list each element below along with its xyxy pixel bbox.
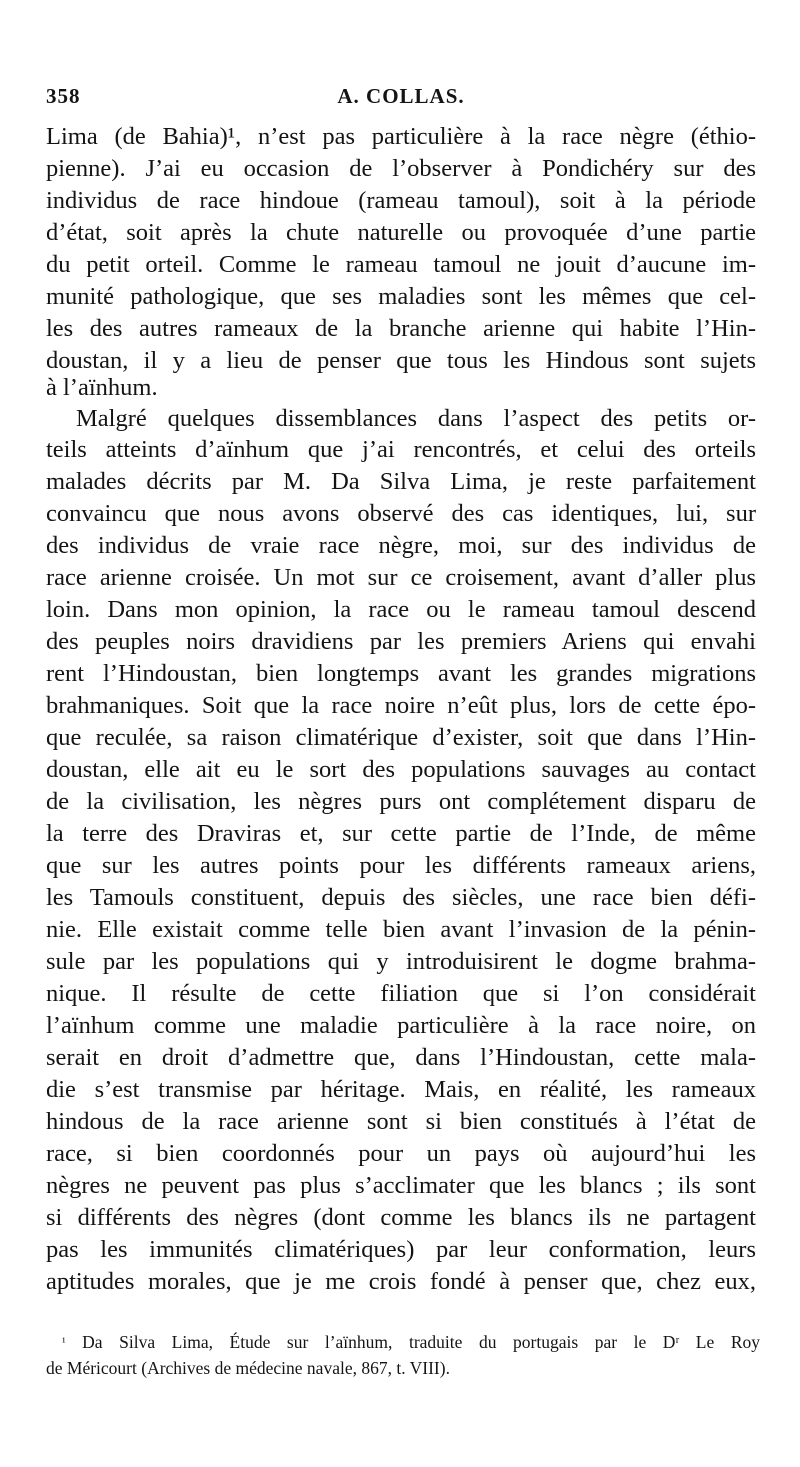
body-line: du petit orteil. Comme le rameau tamoul ne jouit d’aucune im- [46, 251, 756, 278]
body-line: pienne). J’ai eu occasion de l’observer à Pondichéry sur des [46, 155, 756, 182]
footnote-line: de Méricourt (Archives de médecine navale, 867, t. VIII). [46, 1358, 450, 1378]
body-line: à l’aïnhum. [46, 374, 158, 401]
page-number: 358 [46, 84, 81, 108]
body-line: convaincu que nous avons observé des cas identiques, lui, sur [46, 500, 756, 527]
body-line: l’aïnhum comme une maladie particulière à la race noire, on [46, 1012, 756, 1039]
footnote-line [62, 1329, 760, 1355]
body-line: nique. Il résulte de cette filiation que si l’on considérait [46, 980, 756, 1007]
body-line: hindous de la race arienne sont si bien constitués à l’état de [46, 1108, 756, 1135]
body-line: nie. Elle existait comme telle bien avant l’invasion de la pénin- [46, 916, 756, 943]
body-line: Lima (de Bahia)¹, n’est pas particulière à la race nègre (éthio- [46, 123, 756, 150]
body-line: de la civilisation, les nègres purs ont complétement disparu de [46, 788, 756, 815]
body-line: nègres ne peuvent pas plus s’acclimater que les blancs ; ils sont [46, 1172, 756, 1199]
body-line: race arienne croisée. Un mot sur ce croisement, avant d’aller plus [46, 564, 756, 591]
body-line: si différents des nègres (dont comme les blancs ils ne partagent [46, 1204, 756, 1231]
footnote-marker: ¹ [62, 1335, 66, 1349]
paragraph-start-line: Malgré quelques dissemblances dans l’aspect des petits or- [76, 405, 756, 432]
body-line: brahmaniques. Soit que la race noire n’eût plus, lors de cette épo- [46, 692, 756, 719]
body-line: sule par les populations qui y introduisirent le dogme brahma- [46, 948, 756, 975]
body-line: d’état, soit après la chute naturelle ou provoquée d’une partie [46, 219, 756, 246]
body-line: les des autres rameaux de la branche arienne qui habite l’Hin- [46, 315, 756, 342]
body-line: des individus de vraie race nègre, moi, sur des individus de [46, 532, 756, 559]
body-line: malades décrits par M. Da Silva Lima, je reste parfaitement [46, 468, 756, 495]
body-line: les Tamouls constituent, depuis des siècles, une race bien défi- [46, 884, 756, 911]
body-line: que reculée, sa raison climatérique d’exister, soit que dans l’Hin- [46, 724, 756, 751]
body-line: pas les immunités climatériques) par leur conformation, leurs [46, 1236, 756, 1263]
footnote-text: Da Silva Lima, Étude sur l’aïnhum, traduite du portugais par le Dʳ Le Roy [82, 1332, 760, 1352]
body-line: individus de race hindoue (rameau tamoul), soit à la période [46, 187, 756, 214]
body-line: serait en droit d’admettre que, dans l’Hindoustan, cette mala- [46, 1044, 756, 1071]
body-line: rent l’Hindoustan, bien longtemps avant les grandes migrations [46, 660, 756, 687]
body-line: que sur les autres points pour les différents rameaux ariens, [46, 852, 756, 879]
body-line: doustan, il y a lieu de penser que tous les Hindous sont sujets [46, 347, 756, 374]
body-line: teils atteints d’aïnhum que j’ai rencontrés, et celui des orteils [46, 436, 756, 463]
body-line: des peuples noirs dravidiens par les premiers Ariens qui envahi [46, 628, 756, 655]
body-line: die s’est transmise par héritage. Mais, en réalité, les rameaux [46, 1076, 756, 1103]
body-line: munité pathologique, que ses maladies sont les mêmes que cel- [46, 283, 756, 310]
page-header [46, 84, 756, 114]
body-line: la terre des Draviras et, sur cette partie de l’Inde, de même [46, 820, 756, 847]
body-line: loin. Dans mon opinion, la race ou le rameau tamoul descend [46, 596, 756, 623]
running-head: A. COLLAS. [337, 84, 465, 108]
body-line: doustan, elle ait eu le sort des populations sauvages au contact [46, 756, 756, 783]
body-line: aptitudes morales, que je me crois fondé à penser que, chez eux, [46, 1268, 756, 1295]
body-line: race, si bien coordonnés pour un pays où aujourd’hui les [46, 1140, 756, 1167]
